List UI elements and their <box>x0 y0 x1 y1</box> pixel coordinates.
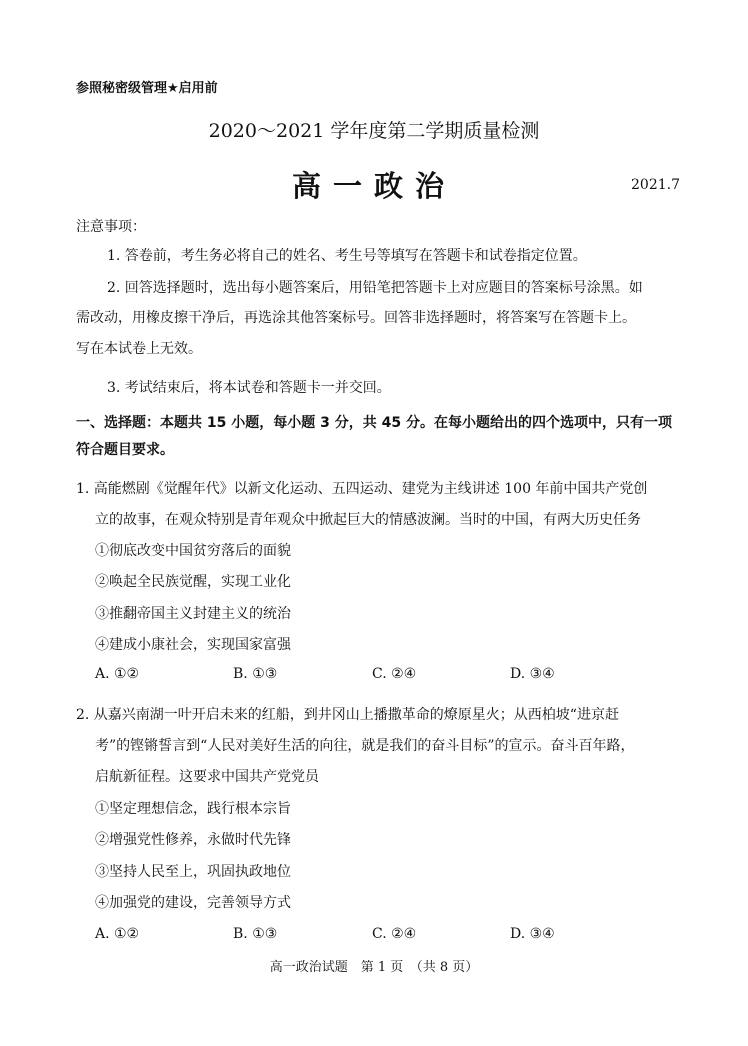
question-2-option-c[interactable]: C. ②④ <box>372 926 417 942</box>
question-2-stem-line-3: 启航新征程。这要求中国共产党党员 <box>95 769 319 785</box>
question-1-option-d[interactable]: D. ③④ <box>510 666 555 682</box>
question-2-item-3: ③坚持人民至上，巩固执政地位 <box>95 864 291 880</box>
section-1-heading-cont: 符合题目要求。 <box>76 442 174 458</box>
question-1-item-2: ②唤起全民族觉醒，实现工业化 <box>95 574 291 590</box>
note-item-3: 3. 考试结束后，将本试卷和答题卡一并交回。 <box>107 380 391 396</box>
question-1-option-c[interactable]: C. ②④ <box>372 666 417 682</box>
subject-title: 高一政治 <box>291 169 456 203</box>
question-1-stem-line-1: 1. 高能燃剧《觉醒年代》以新文化运动、五四运动、建党为主线讲述 100 年前中国共产党创 <box>76 481 648 497</box>
question-2-stem-line-1: 2. 从嘉兴南湖一叶开启未来的红船，到井冈山上播撒革命的燎原星火；从西柏坡“进京赶 <box>76 707 619 723</box>
question-1-item-3: ③推翻帝国主义封建主义的统治 <box>95 606 291 622</box>
page-footer: 高一政治试题 第 1 页 （共 8 页） <box>269 960 479 975</box>
notes-heading: 注意事项： <box>76 219 146 235</box>
note-item-2-line-2: 需改动，用橡皮擦干净后，再选涂其他答案标号。回答非选择题时，将答案写在答题卡上。 <box>76 310 636 326</box>
exam-title: 2020～2021 学年度第二学期质量检测 <box>208 120 540 142</box>
question-1-item-4: ④建成小康社会，实现国家富强 <box>95 637 291 653</box>
question-1-option-b[interactable]: B. ①③ <box>233 666 278 682</box>
question-2-option-a[interactable]: A. ①② <box>95 926 140 942</box>
question-2-item-4: ④加强党的建设，完善领导方式 <box>95 895 291 911</box>
question-2-option-d[interactable]: D. ③④ <box>510 926 555 942</box>
note-item-1: 1. 答卷前，考生务必将自己的姓名、考生号等填写在答题卡和试卷指定位置。 <box>107 248 587 264</box>
secret-label: 参照秘密级管理★启用前 <box>76 81 218 96</box>
question-2-item-2: ②增强党性修养，永做时代先锋 <box>95 832 291 848</box>
question-1-option-a[interactable]: A. ①② <box>95 666 140 682</box>
note-item-2-line-3: 写在本试卷上无效。 <box>76 341 202 357</box>
question-2-stem-line-2: 考”的铿锵誓言到“人民对美好生活的向往，就是我们的奋斗目标”的宣示。奋斗百年路， <box>95 738 635 754</box>
exam-date: 2021.7 <box>631 177 680 193</box>
question-2-item-1: ①坚定理想信念，践行根本宗旨 <box>95 801 291 817</box>
section-1-heading: 一、选择题：本题共 15 小题，每小题 3 分，共 45 分。在每小题给出的四个选项中，只有一项 <box>76 415 672 431</box>
question-2-option-b[interactable]: B. ①③ <box>233 926 278 942</box>
note-item-2-line-1: 2. 回答选择题时，选出每小题答案后，用铅笔把答题卡上对应题目的答案标号涂黑。如 <box>107 280 643 296</box>
question-1-item-1: ①彻底改变中国贫穷落后的面貌 <box>95 543 291 559</box>
question-1-stem-line-2: 立的故事，在观众特别是青年观众中掀起巨大的情感波澜。当时的中国，有两大历史任务 <box>95 512 641 528</box>
